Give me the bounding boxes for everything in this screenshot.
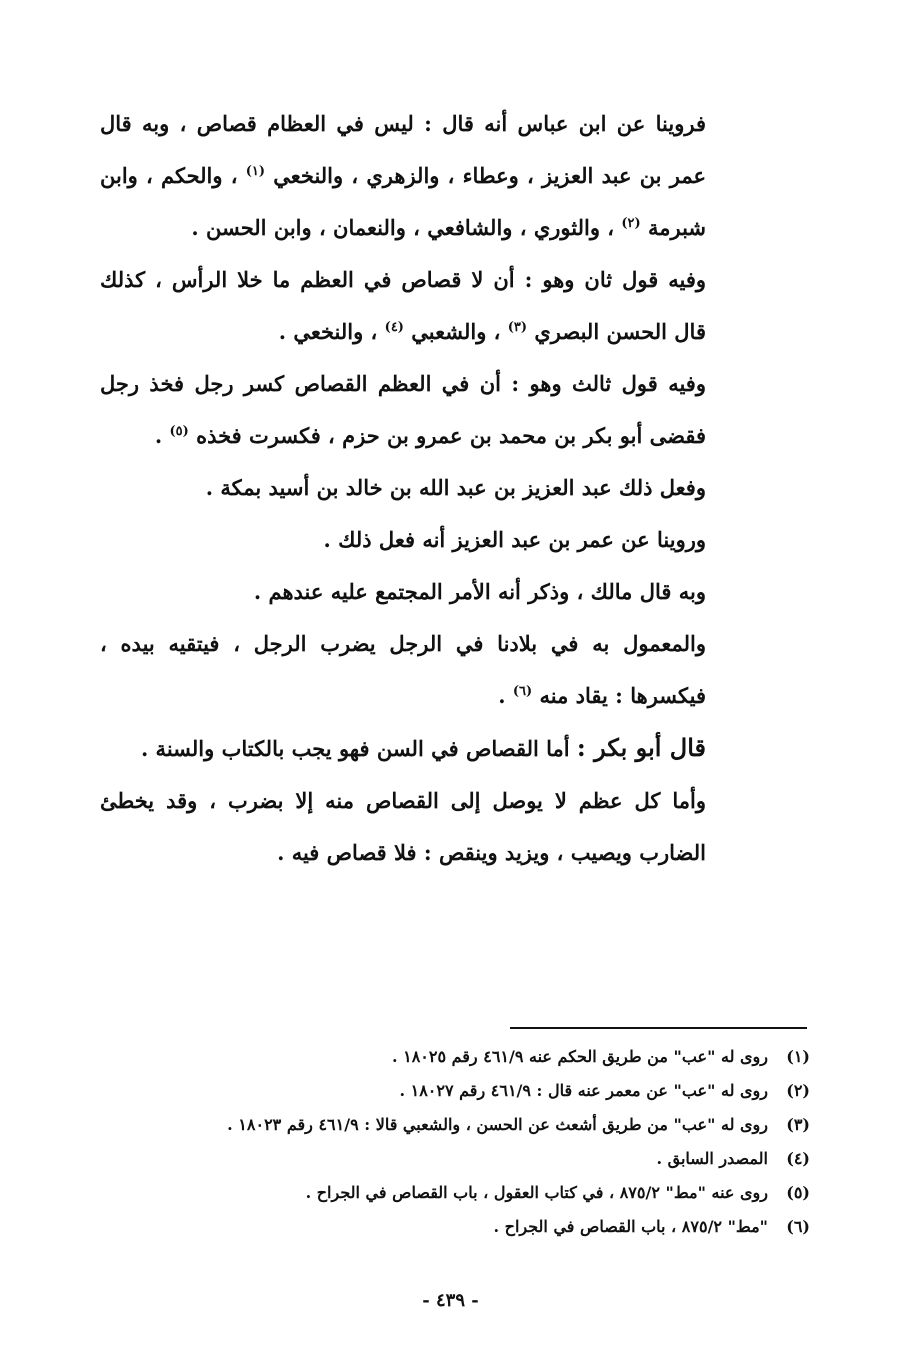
footnote-marker: (١) [245,164,266,179]
footnote-item [120,1142,810,1176]
paragraph-text: وأما كل عظم لا يوصل إلى القصاص منه إلا بضرب ، وقد يخطئ الضارب ويصيب ، ويزيد وينقص : فلا قصاص فيه . [100,788,706,865]
footnote-number: (٥) [786,1183,810,1202]
footnote-text: روى له "عب" عن معمر عنه قال : ٤٦١/٩ رقم ١٨٠٢٧ . [399,1081,768,1100]
paragraph-text: ، والشعبي [411,319,501,344]
footnote-number: (٤) [786,1149,810,1168]
paragraph-text: ، والثوري ، والشافعي ، والنعمان ، وابن الحسن . [191,215,615,240]
paragraph-1 [100,98,706,254]
paragraph-text: وفيه قول ثان وهو : أن لا قصاص في العظم ما خلا الرأس ، كذلك قال الحسن البصري [100,267,706,344]
paragraph-9 [100,775,706,879]
footnote-marker: (٥) [169,424,189,439]
paragraph-text: ، والنخعي . [278,319,378,344]
paragraph-6 [100,566,736,618]
paragraph-text: ، والحكم ، وابن شبرمة [100,163,706,240]
paragraph-text: وروينا عن عمر بن عبد العزيز أنه فعل ذلك . [323,527,706,552]
footnote-number: (٦) [786,1217,810,1236]
footnote-item [120,1108,810,1142]
paragraph-2 [100,254,706,358]
page-number: - ٤٣٩ - [422,1290,479,1311]
footnote-item [120,1074,810,1108]
paragraph-text: فروينا عن ابن عباس أنه قال : ليس في العظام قصاص ، وبه قال عمر بن عبد العزيز ، وعطاء ، والزهري ، والنخعي [100,111,707,188]
footnote-item [120,1176,810,1210]
paragraph-text: وفعل ذلك عبد العزيز بن عبد الله بن خالد بن أسيد بمكة . [205,475,706,500]
paragraph-text: والمعمول به في بلادنا في الرجل يضرب الرجل ، فيتقيه بيده ، فيكسرها : يقاد منه [100,631,706,708]
paragraph-4 [100,462,736,514]
footnote-marker: (٢) [621,216,641,231]
footnote-marker: (٦) [512,684,533,699]
section-lead: قال أبو بكر : [576,733,706,762]
footnote-text: روى له "عب" من طريق الحكم عنه ٤٦١/٩ رقم ١٨٠٢٥ . [391,1047,768,1066]
footnote-marker: (٤) [384,320,404,335]
footnote-number: (٢) [786,1081,810,1100]
paragraph-3 [100,358,706,462]
paragraph-text: . [498,683,506,708]
footnote-number: (٣) [786,1115,810,1134]
paragraph-text: وبه قال مالك ، وذكر أنه الأمر المجتمع عليه عندهم . [253,579,706,604]
footnote-text: روى عنه "مط" ٨٧٥/٢ ، في كتاب العقول ، باب القصاص في الجراح . [305,1183,768,1202]
paragraph-8 [100,722,706,775]
paragraph-text: . [154,423,163,448]
paragraph-5 [100,514,736,566]
main-text [100,98,706,879]
paragraph-text: وفيه قول ثالث وهو : أن في العظم القصاص كسر رجل فخذ رجل فقضى أبو بكر بن محمد بن عمرو بن حزم ، فكسرت فخذه [100,371,706,448]
footnotes [120,1040,810,1244]
footnote-divider [510,1027,807,1029]
footnote-text: روى له "عب" من طريق أشعث عن الحسن ، والشعبي قالا : ٤٦١/٩ رقم ١٨٠٢٣ . [227,1115,768,1134]
footnote-number: (١) [786,1047,810,1066]
footnote-item [120,1210,810,1244]
paragraph-7 [100,618,736,722]
footnote-marker: (٣) [507,320,528,335]
footnote-item [120,1040,810,1074]
footnote-text: "مط" ٨٧٥/٢ ، باب القصاص في الجراح . [493,1217,768,1236]
paragraph-text: أما القصاص في السن فهو يجب بالكتاب والسنة . [140,736,570,761]
footnote-text: المصدر السابق . [656,1149,768,1168]
